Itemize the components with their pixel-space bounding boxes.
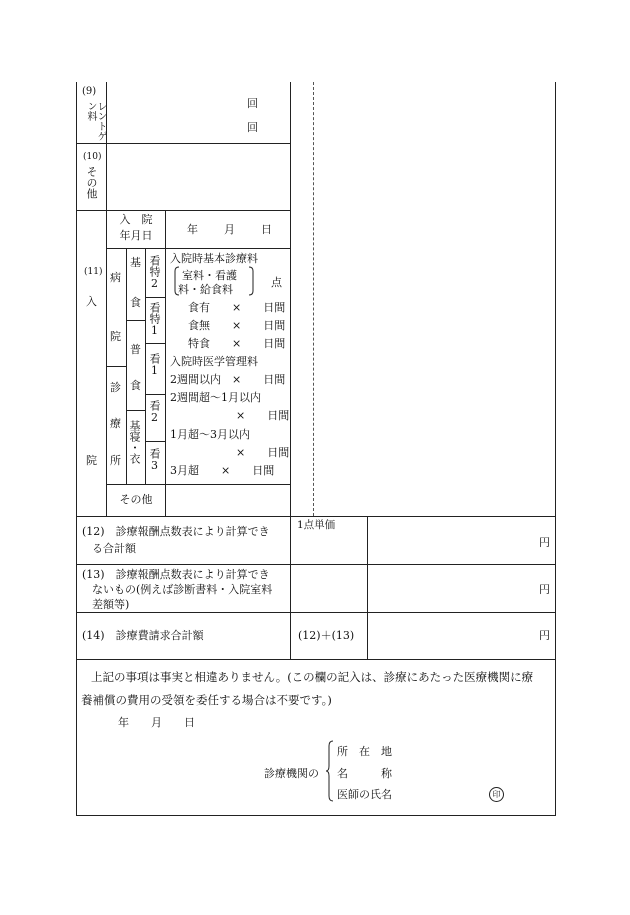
basic-bedding-label: 基寝・衣 xyxy=(128,420,141,464)
row9-unit-1: 回 xyxy=(247,97,258,110)
line-days-2: × 日間 xyxy=(236,446,290,459)
name-label: 名 称 xyxy=(337,767,392,780)
line-special-meal: 特食 × 日間 xyxy=(188,337,286,350)
label-col-sep xyxy=(106,82,107,516)
left-table-right-border xyxy=(290,82,291,516)
frame-right-border xyxy=(555,82,556,816)
clinic-label-2: 療 xyxy=(110,417,121,430)
nurse-sep-3 xyxy=(145,394,166,395)
row12-label-2: る合計額 xyxy=(92,542,136,555)
line-room-nursing: 室料・看護 xyxy=(182,269,237,282)
nurse-sep-1 xyxy=(145,297,166,298)
row10-label: その他 xyxy=(85,166,98,199)
line-basic-fee: 入院時基本診療料 xyxy=(170,252,258,265)
row14-label: (14) 診療費請求合計額 xyxy=(82,629,204,642)
doctor-name-label: 医師の氏名 xyxy=(337,788,392,801)
nurse-sep-4 xyxy=(145,441,166,442)
line-meal-fee: 料・給食料 xyxy=(178,283,233,296)
row11-bottom xyxy=(76,516,556,517)
admission-month: 月 xyxy=(224,223,235,236)
line-days-1: × 日間 xyxy=(236,409,290,422)
curly-brace xyxy=(325,740,335,802)
other-row-top xyxy=(106,484,291,485)
seal-mark: 印 xyxy=(489,787,504,802)
unit-price-label: 1点単価 xyxy=(297,519,336,531)
row12-bottom xyxy=(76,564,556,565)
admission-day: 日 xyxy=(261,223,272,236)
institution-label: 診療機関の xyxy=(264,767,319,780)
line-2weeks-1month: 2週間超～1月以内 xyxy=(170,391,261,404)
row10-number: (10) xyxy=(83,152,102,162)
row9-number: (9) xyxy=(82,86,97,97)
row13-label-2: ないもの(例えば診断書料・入院室料 xyxy=(92,583,273,596)
admission-year: 年 xyxy=(187,223,198,236)
fclass-col-right xyxy=(145,248,146,484)
frame-bottom-border xyxy=(76,815,556,816)
line-with-meal: 食有 × 日間 xyxy=(188,301,286,314)
row12-yen: 円 xyxy=(539,536,550,549)
clinic-label-3: 所 xyxy=(110,454,121,467)
date-sep xyxy=(165,210,166,516)
bottom-col-1 xyxy=(290,516,291,660)
hospital-label-1: 病 xyxy=(110,271,121,284)
row11-label-ir: 入 xyxy=(86,295,97,308)
row11-other-label: その他 xyxy=(119,493,153,506)
cert-text-1: 上記の事項は事実と相違ありません。(この欄の記入は、診療にあたった医療機関に療 xyxy=(91,670,534,684)
bottom-col-2 xyxy=(367,516,368,660)
dashed-divider xyxy=(313,82,314,516)
line-medical-mgmt: 入院時医学管理料 xyxy=(170,355,258,368)
nurse-sep-2 xyxy=(145,343,166,344)
row9-label: レントゲン料 xyxy=(85,101,106,141)
row13-label-3: 差額等) xyxy=(92,598,130,611)
nurse-special-2: 看特2 xyxy=(148,255,161,290)
line-within-2weeks: 2週間以内 × 日間 xyxy=(170,373,286,386)
row13-label-1: (13) 診療報酬点数表により計算でき xyxy=(82,568,270,581)
date-row-bottom xyxy=(106,248,291,249)
row14-bottom xyxy=(76,659,556,660)
nurse-1: 看1 xyxy=(148,353,161,377)
row9-bottom xyxy=(76,143,291,144)
admission-date-header-1: 入 院 xyxy=(119,213,153,226)
normal-meal-label-2: 食 xyxy=(130,379,141,392)
fclass-sep-2 xyxy=(126,410,146,411)
cert-text-2: 養補償の費用の受領を委任する場合は不要です。) xyxy=(81,693,332,707)
row11-number: (11) xyxy=(84,267,103,277)
row9-unit-2: 回 xyxy=(247,121,258,134)
row12-label-1: (12) 診療報酬点数表により計算でき xyxy=(82,525,270,538)
row14-formula: (12)＋(13) xyxy=(298,629,355,642)
line-no-meal: 食無 × 日間 xyxy=(188,319,286,332)
nurse-special-1: 看特1 xyxy=(148,302,161,337)
line-over-3months: 3月超 × 日間 xyxy=(170,464,275,477)
clinic-label-1: 診 xyxy=(110,381,121,394)
cert-date: 年 月 日 xyxy=(118,716,195,729)
address-label: 所 在 地 xyxy=(337,745,392,758)
basic-meal-label-1: 基 xyxy=(130,256,141,269)
admission-date-header-2: 年月日 xyxy=(119,229,153,242)
row13-bottom xyxy=(76,612,556,613)
hospital-label-2: 院 xyxy=(110,330,121,343)
fclass-col-left xyxy=(126,248,127,484)
row10-bottom xyxy=(76,210,291,211)
row14-yen: 円 xyxy=(539,629,550,642)
fclass-sep-1 xyxy=(126,320,146,321)
frame-left-border xyxy=(76,82,77,816)
line-1month-3months: 1月超～3月以内 xyxy=(170,428,250,441)
basic-meal-label-2: 食 xyxy=(130,296,141,309)
nurse-2: 看2 xyxy=(148,400,161,424)
hosp-clinic-sep xyxy=(106,366,126,367)
nurse-3: 看3 xyxy=(148,448,161,472)
points-unit: 点 xyxy=(271,276,282,289)
normal-meal-label-1: 普 xyxy=(130,343,141,356)
row13-yen: 円 xyxy=(539,583,550,596)
row11-label-in: 院 xyxy=(86,454,97,467)
